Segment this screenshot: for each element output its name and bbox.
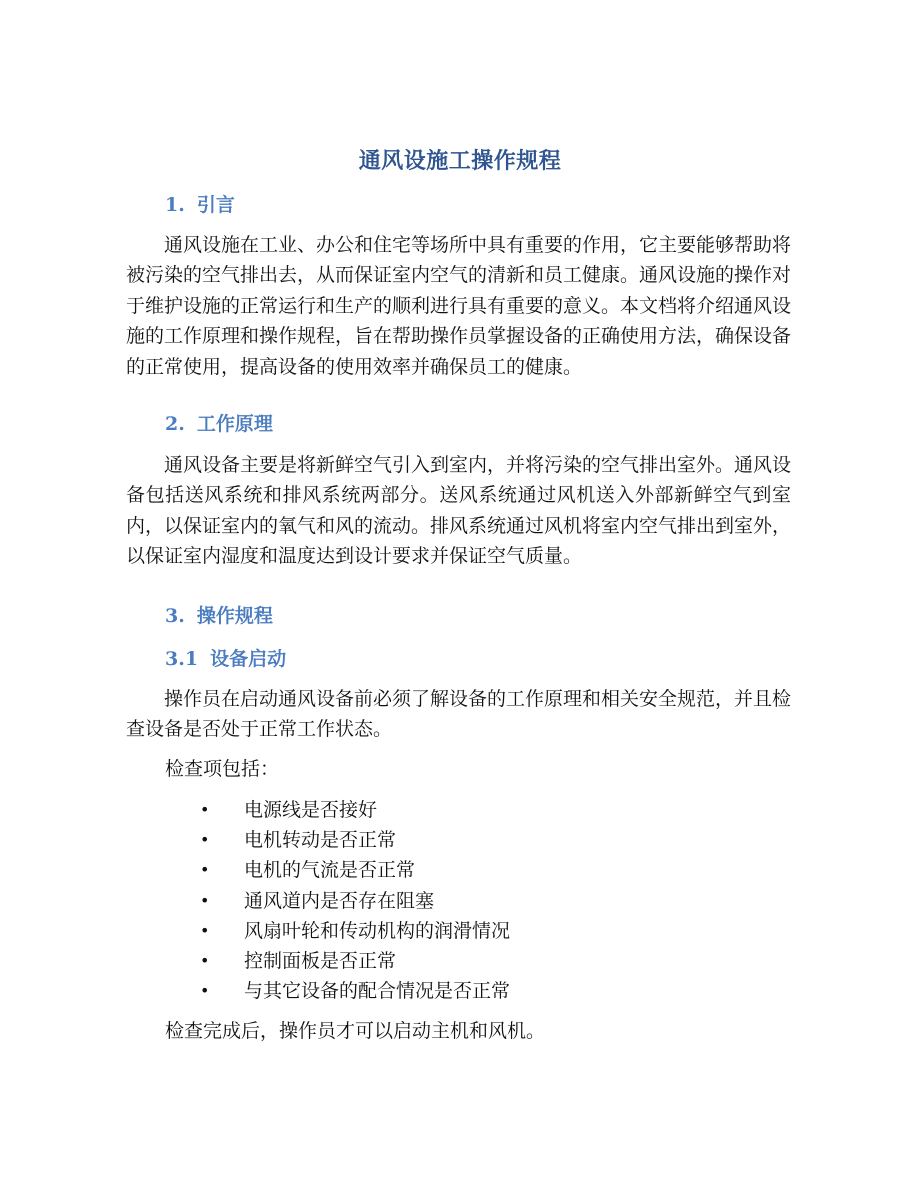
list-item-text: 电机的气流是否正常 — [244, 859, 416, 882]
list-item — [0, 976, 920, 1006]
bullet-icon: • — [200, 800, 210, 819]
section-title: 工作原理 — [196, 413, 273, 435]
closing-sentence: 检查完成后，操作员才可以启动主机和风机。 — [165, 1020, 546, 1042]
section-heading-working-principle — [165, 411, 273, 437]
list-item — [0, 825, 920, 855]
subsection-number: 3.1 — [165, 648, 199, 670]
section-title: 操作规程 — [196, 605, 273, 627]
section-title: 引言 — [196, 194, 235, 216]
list-item-text: 控制面板是否正常 — [244, 949, 397, 972]
list-item — [0, 795, 920, 825]
section-heading-operating-procedure — [165, 603, 273, 629]
section-number: 3. — [165, 605, 185, 627]
check-intro: 检查项包括： — [165, 758, 280, 780]
list-item — [0, 946, 920, 976]
bullet-icon: • — [200, 830, 210, 850]
section-number: 1. — [165, 194, 185, 216]
list-item-text: 风扇叶轮和传动机构的润滑情况 — [244, 919, 511, 942]
bullet-icon: • — [200, 920, 210, 940]
bullet-icon: • — [200, 860, 210, 880]
section-heading-introduction — [165, 192, 235, 218]
document-title: 通风设施工操作规程 — [358, 148, 562, 174]
list-item-text: 电源线是否接好 — [244, 799, 378, 821]
subsection-title: 设备启动 — [210, 648, 287, 670]
section-paragraph-introduction: 通风设施在工业、办公和住宅等场所中具有重要的作用，它主要能够帮助将被污染的空气排出去，从而保证室内空气的清新和员工健康。通风设施的操作对于维护设施的正常运行和生产的顺利进行具有重要的意义。本文档将介绍通风设施的工作原理和操作规程，旨在帮助操作员掌握设备的正确使用方法，确保设备的正常使用，提高设备的使用效率并确保员工的健康。 — [126, 234, 792, 378]
list-item — [0, 855, 920, 885]
bullet-icon: • — [200, 981, 210, 1001]
list-item-text: 通风道内是否存在阻塞 — [244, 889, 435, 912]
bullet-icon: • — [200, 950, 210, 970]
subsection-paragraph: 操作员在启动通风设备前必须了解设备的工作原理和相关安全规范，并且检查设备是否处于正常工作状态。 — [126, 688, 792, 741]
bullet-icon: • — [200, 890, 210, 910]
subsection-heading-equipment-startup — [165, 646, 286, 672]
list-item — [0, 916, 920, 946]
section-number: 2. — [165, 413, 185, 435]
list-item — [0, 886, 920, 916]
check-list — [0, 795, 920, 1006]
list-item-text: 电机转动是否正常 — [244, 829, 397, 852]
section-paragraph-working-principle: 通风设备主要是将新鲜空气引入到室内，并将污染的空气排出室外。通风设备包括送风系统和排风系统两部分。送风系统通过风机送入外部新鲜空气到室内，以保证室内的氧气和风的流动。排风系统通过风机将室内空气排出到室外，以保证室内湿度和温度达到设计要求并保证空气质量。 — [126, 454, 792, 568]
list-item-text: 与其它设备的配合情况是否正常 — [244, 980, 511, 1003]
